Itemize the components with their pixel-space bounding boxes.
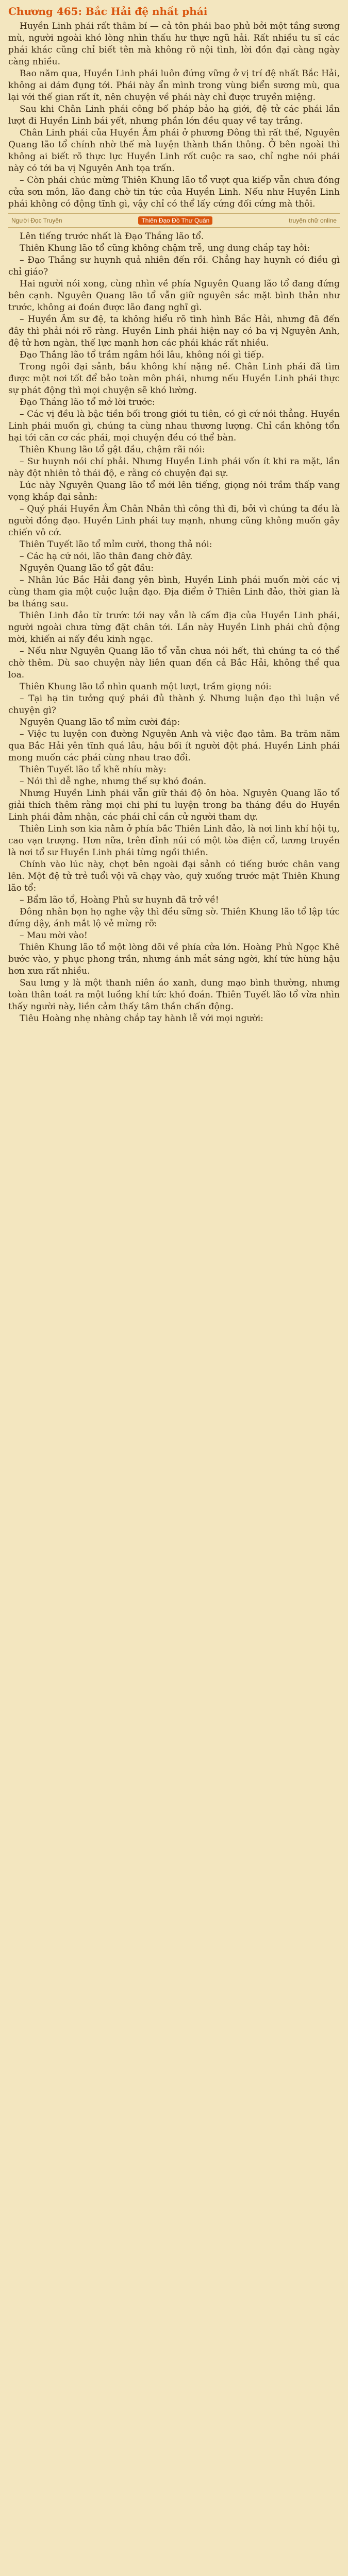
paragraph: Đạo Thắng lão tổ mở lời trước: [20,397,155,408]
paragraph: Thiên Khung lão tổ cũng không chậm trễ, ung dung chắp tay hỏi: [20,243,310,253]
paragraph: Đạo Thắng lão tổ trầm ngâm hồi lâu, không nói gì tiếp. [20,350,264,360]
paragraph: Nhưng Huyền Linh phái vẫn giữ thái độ ôn hòa. Nguyên Quang lão tổ giải thích thêm rằng mọi chi phí tu luyện trong ba tháng đều do Huyền Linh phái đảm nhận, các phái chỉ cần cử người tham dự. [8,788,340,822]
paragraph: – Nếu như Nguyên Quang lão tổ vẫn chưa nói hết, thì chúng ta có thể chờ thêm. Dù sao chuyện này liên quan đến cả Bắc Hải, không thể qua loa. [8,646,340,680]
paragraph: – Quý phái Huyền Âm Chân Nhân thì công thì đi, bởi vì chúng ta đều là người đồng đạo. Huyền Linh phái tuy mạnh, nhưng cũng không muốn gây chiến vô cớ. [8,504,340,538]
paragraph: – Nói thì dễ nghe, nhưng thế sự khó đoán. [20,776,207,787]
paragraph: – Còn phái chúc mừng Thiên Khung lão tổ vượt qua kiếp vẫn chưa đóng cửa sơn môn, lão đang chờ tin tức của Huyền Linh. Nếu như Huyền Linh phái không có động tĩnh gì, vậy chỉ có thể lấy cứng đối cứng mà thôi. [8,175,340,209]
paragraph: Thiên Tuyết lão tổ khẽ nhíu mày: [20,765,167,775]
paragraph: – Huyền Âm sư đệ, ta không hiểu rõ tình hình Bắc Hải, nhưng đã đến đây thì phải nói rõ ràng. Huyền Linh phái hiện nay có ba vị Nguyên Anh, đệ tử hơn ngàn, thế lực mạnh hơn các phái khác rất nhiều. [8,314,340,348]
paragraph: Lên tiếng trước nhất là Đạo Thắng lão tổ. [20,231,204,242]
paragraph: Chân Linh phái của Huyền Âm phái ở phương Đông thì rất thế, Nguyên Quang lão tổ chính nhờ thế mà luyện thành thần thông. Ở bên ngoài thì không ai biết rõ thực lực Huyền Linh rốt cuộc ra sao, chỉ nghe nói phái này có tới ba vị Nguyên Anh tọa trấn. [8,128,340,174]
paragraph: – Việc tu luyện con đường Nguyên Anh và việc đạo tâm. Ba trăm năm qua Bắc Hải yên tĩnh quá lâu, hậu bối ít người đột phá. Huyền Linh phái mong muốn các phái cùng nhau trao đổi. [8,729,340,763]
paragraph: – Tại hạ tin tưởng quý phái đủ thành ý. Nhưng luận đạo thì luận về chuyện gì? [8,693,340,716]
paragraph: – Các vị đều là bậc tiền bối trong giới tu tiên, có gì cứ nói thẳng. Huyền Linh phái muốn gì, chúng ta cùng nhau thương lượng. Chỉ cần không tổn hại tới căn cơ các phái, mọi chuyện đều có thể bàn. [8,409,340,443]
paragraph: Bao năm qua, Huyền Linh phái luôn đứng vững ở vị trí đệ nhất Bắc Hải, không ai dám đụng tới. Phái này ẩn mình trong vùng biển sương mù, qua lại với thế gian rất ít, nên chuyện về phái này chỉ được truyền miệng. [8,69,340,103]
banner-right: truyện chữ online [289,217,337,224]
chapter-text-bottom [8,231,340,1025]
paragraph: Thiên Tuyết lão tổ mỉm cười, thong thả nói: [20,539,212,550]
paragraph: – Đạo Thắng sư huynh quả nhiên đến rồi. Chẳng hay huynh có điều gì chỉ giáo? [8,255,340,277]
paragraph: Thiên Linh đảo từ trước tới nay vẫn là cấm địa của Huyền Linh phái, người ngoài chưa từng đặt chân tới. Lần này Huyền Linh phái chủ động mời, khiến ai nấy đều kinh ngạc. [8,611,340,645]
site-banner [8,213,340,228]
paragraph: Đông nhân bọn họ nghe vậy thì đều sững sờ. Thiên Khung lão tổ lập tức đứng dậy, ánh mắt lộ vẻ mừng rỡ: [8,907,340,929]
paragraph: Chính vào lúc này, chợt bên ngoài đại sảnh có tiếng bước chân vang lên. Một đệ tử trẻ tuổi vội vã chạy vào, quỳ xuống trước mặt Thiên Khung lão tổ: [8,859,340,893]
banner-center: Thiên Đạo Đồ Thư Quán [138,216,212,225]
paragraph: – Sư huynh nói chí phải. Nhưng Huyền Linh phái vốn ít khi ra mặt, lần này đột nhiên tỏ thái độ, e rằng có chuyện đại sự. [8,456,340,479]
paragraph: Tiêu Hoàng nhẹ nhàng chắp tay hành lễ với mọi người: [20,1013,263,1024]
paragraph: Thiên Khung lão tổ nhìn quanh một lượt, trầm giọng nói: [20,682,272,692]
paragraph: Nguyên Quang lão tổ gật đầu: [20,563,154,573]
paragraph: – Nhân lúc Bắc Hải đang yên bình, Huyền Linh phái muốn mời các vị cùng tham gia một cuộc luận đạo. Địa điểm ở Thiên Linh đảo, thời gian là ba tháng sau. [8,575,340,609]
paragraph: – Các hạ cứ nói, lão thân đang chờ đây. [20,551,193,562]
paragraph: – Mau mời vào! [20,930,88,941]
paragraph: Sau khi Chân Linh phái công bố pháp bảo hạ giới, đệ tử các phái lần lượt đi Huyền Linh bái yết, nhưng phần lớn đều quay về tay trắng. [8,104,340,126]
paragraph: Lúc này Nguyên Quang lão tổ mới lên tiếng, giọng nói trầm thấp vang vọng khắp đại sảnh: [8,480,340,502]
chapter-title: Chương 465: Bắc Hải đệ nhất phái [8,5,208,18]
paragraph: Thiên Khung lão tổ một lòng dõi về phía cửa lớn. Hoàng Phủ Ngọc Khê bước vào, y phục phong trần, nhưng ánh mắt sáng ngời, khí tức hùng hậu hơn xưa rất nhiều. [8,942,340,976]
banner-left: Người Đọc Truyện [11,217,62,224]
paragraph: Sau lưng y là một thanh niên áo xanh, dung mạo bình thường, nhưng toàn thân toát ra một luồng khí tức khó đoán. Thiên Tuyết lão tổ vừa nhìn thấy người này, liền cảm thấy tâm thần chấn động. [8,978,340,1012]
paragraph: Thiên Linh sơn kia nằm ở phía bắc Thiên Linh đảo, là nơi linh khí hội tụ, cao vạn trượng. Hơn nữa, trên đỉnh núi có một tòa điện cổ, tương truyền là nơi tổ sư Huyền Linh phái từng ngồi thiền. [8,824,340,858]
paragraph: Thiên Khung lão tổ gật đầu, chậm rãi nói: [20,445,205,455]
chapter-text-top [8,21,340,210]
paragraph: Nguyên Quang lão tổ mỉm cười đáp: [20,717,180,727]
paragraph: Trong ngôi đại sảnh, bầu không khí nặng nề. Chân Linh phái đã tìm được một nơi tốt để bảo toàn môn phái, nhưng nếu Huyền Linh phái thực sự phát động thì mọi chuyện sẽ khó lường. [8,362,340,396]
paragraph: Huyền Linh phái rất thâm bí — cả tôn phái bao phủ bởi một tầng sương mù, người ngoài khó lòng nhìn thấu hư thực ngũ hải. Rất nhiều tu sĩ các phái khác cũng chỉ biết tên mà không rõ nội tình, lời đồn đại càng ngày càng nhiều. [8,21,340,67]
paragraph: – Bẩm lão tổ, Hoàng Phủ sư huynh đã trở về! [20,895,219,905]
paragraph: Hai người nói xong, cùng nhìn về phía Nguyên Quang lão tổ đang đứng bên cạnh. Nguyên Quang lão tổ vẫn giữ nguyên sắc mặt bình thản như trước, không ai đoán được lão đang nghĩ gì. [8,279,340,313]
